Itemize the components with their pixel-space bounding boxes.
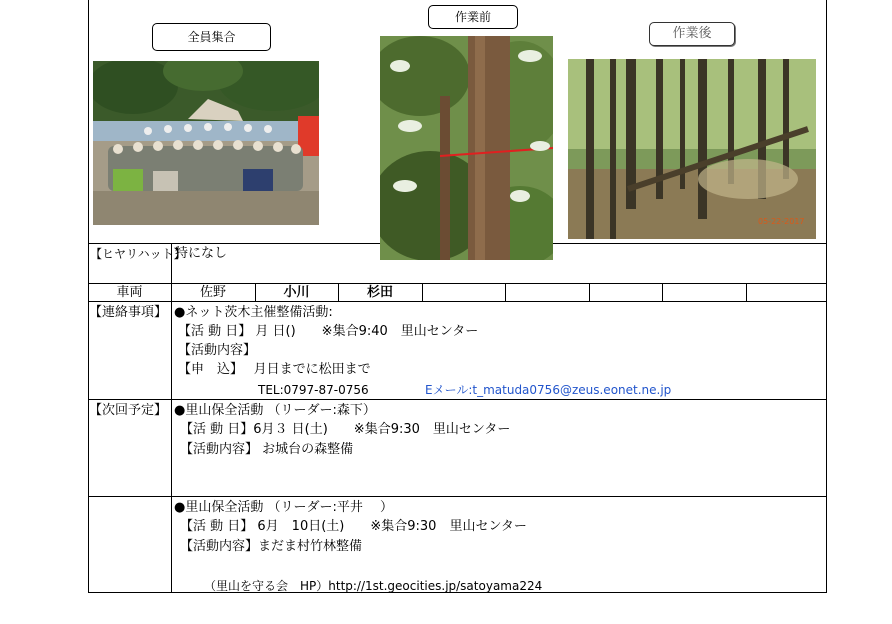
contact-line: ●ネット茨木主催整備活動:	[174, 305, 333, 320]
next-line: 【活 動 日】 6月 10日(土) ※集合9:30 里山センター	[180, 519, 527, 534]
next-line: 【活 動 日】6月３ 日(土) ※集合9:30 里山センター	[180, 422, 511, 437]
next-line: ●里山保全活動 （リーダー:森下）	[174, 403, 376, 418]
caption-group-photo: 全員集合	[152, 23, 271, 51]
hiyari-label: 【ヒヤリハット】	[90, 247, 186, 261]
photo-date-stamp: 05-22-2017	[758, 217, 805, 226]
contact-line: 【活動内容】	[178, 343, 257, 358]
vehicle-label: 車両	[116, 285, 143, 300]
divider	[662, 283, 663, 301]
homepage-link[interactable]: （里山を守る会 HP）http://1st.geocities.jp/satoyama224	[204, 579, 543, 593]
vehicle-driver: 佐野	[199, 285, 226, 300]
divider	[746, 283, 747, 301]
before-photo	[380, 36, 553, 260]
vehicle-driver: 杉田	[366, 285, 393, 300]
contact-line: 【申 込】 月日までに松田まで	[178, 362, 371, 377]
divider	[88, 496, 827, 497]
divider	[422, 283, 423, 301]
contact-line: 【活 動 日】 月 日() ※集合9:40 里山センター	[178, 324, 479, 339]
vehicle-driver: 小川	[283, 285, 310, 300]
divider	[88, 243, 380, 244]
next-label: 【次回予定】	[89, 403, 168, 418]
divider	[589, 283, 590, 301]
next-line: 【活動内容】 お城台の森整備	[180, 442, 354, 457]
contact-tel: TEL:0797-87-0756	[258, 383, 369, 397]
caption-before-photo: 作業前	[428, 5, 518, 29]
divider	[88, 399, 827, 400]
caption-after-photo: 作業後	[649, 22, 735, 46]
divider	[553, 243, 827, 244]
contact-email-link[interactable]: Eメール:t_matuda0756@zeus.eonet.ne.jp	[425, 383, 672, 397]
after-photo	[568, 59, 816, 239]
divider	[88, 301, 827, 302]
group-photo	[93, 61, 319, 225]
contact-label: 【連絡事項】	[89, 305, 168, 320]
next-line: 【活動内容】まだま村竹林整備	[180, 539, 363, 554]
divider	[505, 283, 506, 301]
next-line: ●里山保全活動 （リーダー:平井 ）	[174, 500, 393, 515]
hiyari-value: 特になし	[175, 246, 228, 261]
